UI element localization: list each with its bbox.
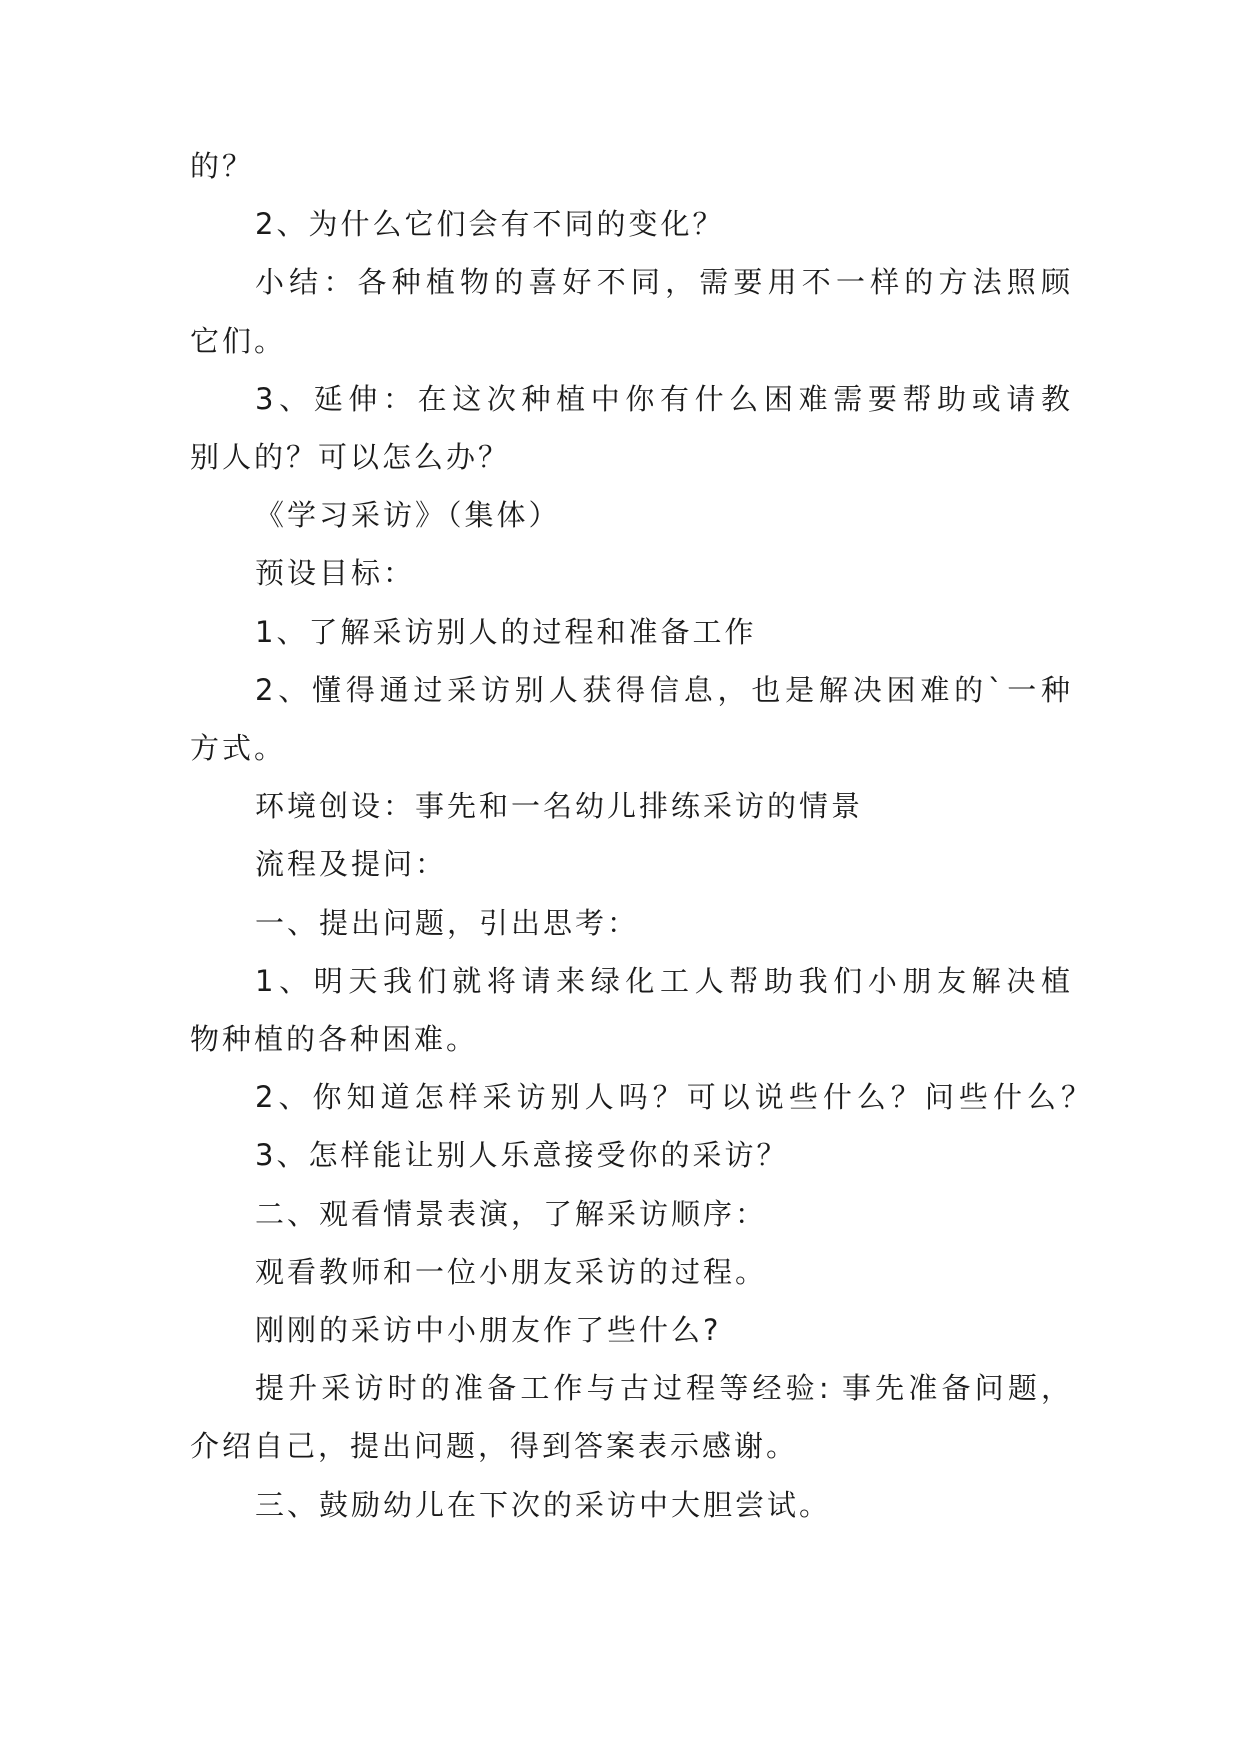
text-line: 观看教师和一位小朋友采访的过程。 — [255, 1254, 768, 1289]
text-line: 刚刚的采访中小朋友作了些什么? — [255, 1313, 722, 1347]
text-line: 提升采访时的准备工作与古过程等经验: 事先准备问题， — [255, 1371, 1070, 1406]
text-line: 它们。 — [190, 323, 287, 358]
text-line: 1、明天我们就将请来绿化工人帮助我们小朋友解决植 — [255, 963, 1070, 998]
text-line: 2、为什么它们会有不同的变化？ — [255, 207, 725, 242]
text-line: 方式。 — [190, 731, 287, 765]
text-line: 流程及提问： — [255, 847, 448, 882]
text-line: 3、延伸：在这次种植中你有什么困难需要帮助或请教 — [255, 381, 1070, 416]
text-line: 2、你知道怎样采访别人吗？可以说些什么？问些什么？ — [255, 1080, 1090, 1115]
text-line: 二、观看情景表演，了解采访顺序： — [255, 1196, 768, 1231]
text-line: 一、提出问题，引出思考： — [255, 905, 640, 940]
text-line: 物种植的各种困难。 — [190, 1022, 479, 1056]
text-line: 1、了解采访别人的过程和准备工作 — [255, 614, 757, 649]
text-line: 2、懂得通过采访别人获得信息，也是解决困难的`一种 — [255, 672, 1070, 707]
text-line: 介绍自己，提出问题，得到答案表示感谢。 — [190, 1429, 799, 1464]
text-line: 别人的？可以怎么办？ — [190, 440, 511, 474]
text-line: 《学习采访》（集体） — [255, 498, 561, 533]
text-line: 三、鼓励幼儿在下次的采访中大胆尝试。 — [255, 1487, 832, 1522]
text-line: 小结：各种植物的喜好不同，需要用不一样的方法照顾 — [255, 265, 1070, 300]
text-line: 预设目标： — [255, 556, 416, 591]
text-line: 3、怎样能让别人乐意接受你的采访？ — [255, 1138, 789, 1173]
text-line: 的？ — [190, 149, 255, 183]
text-line: 环境创设：事先和一名幼儿排练采访的情景 — [255, 789, 864, 824]
